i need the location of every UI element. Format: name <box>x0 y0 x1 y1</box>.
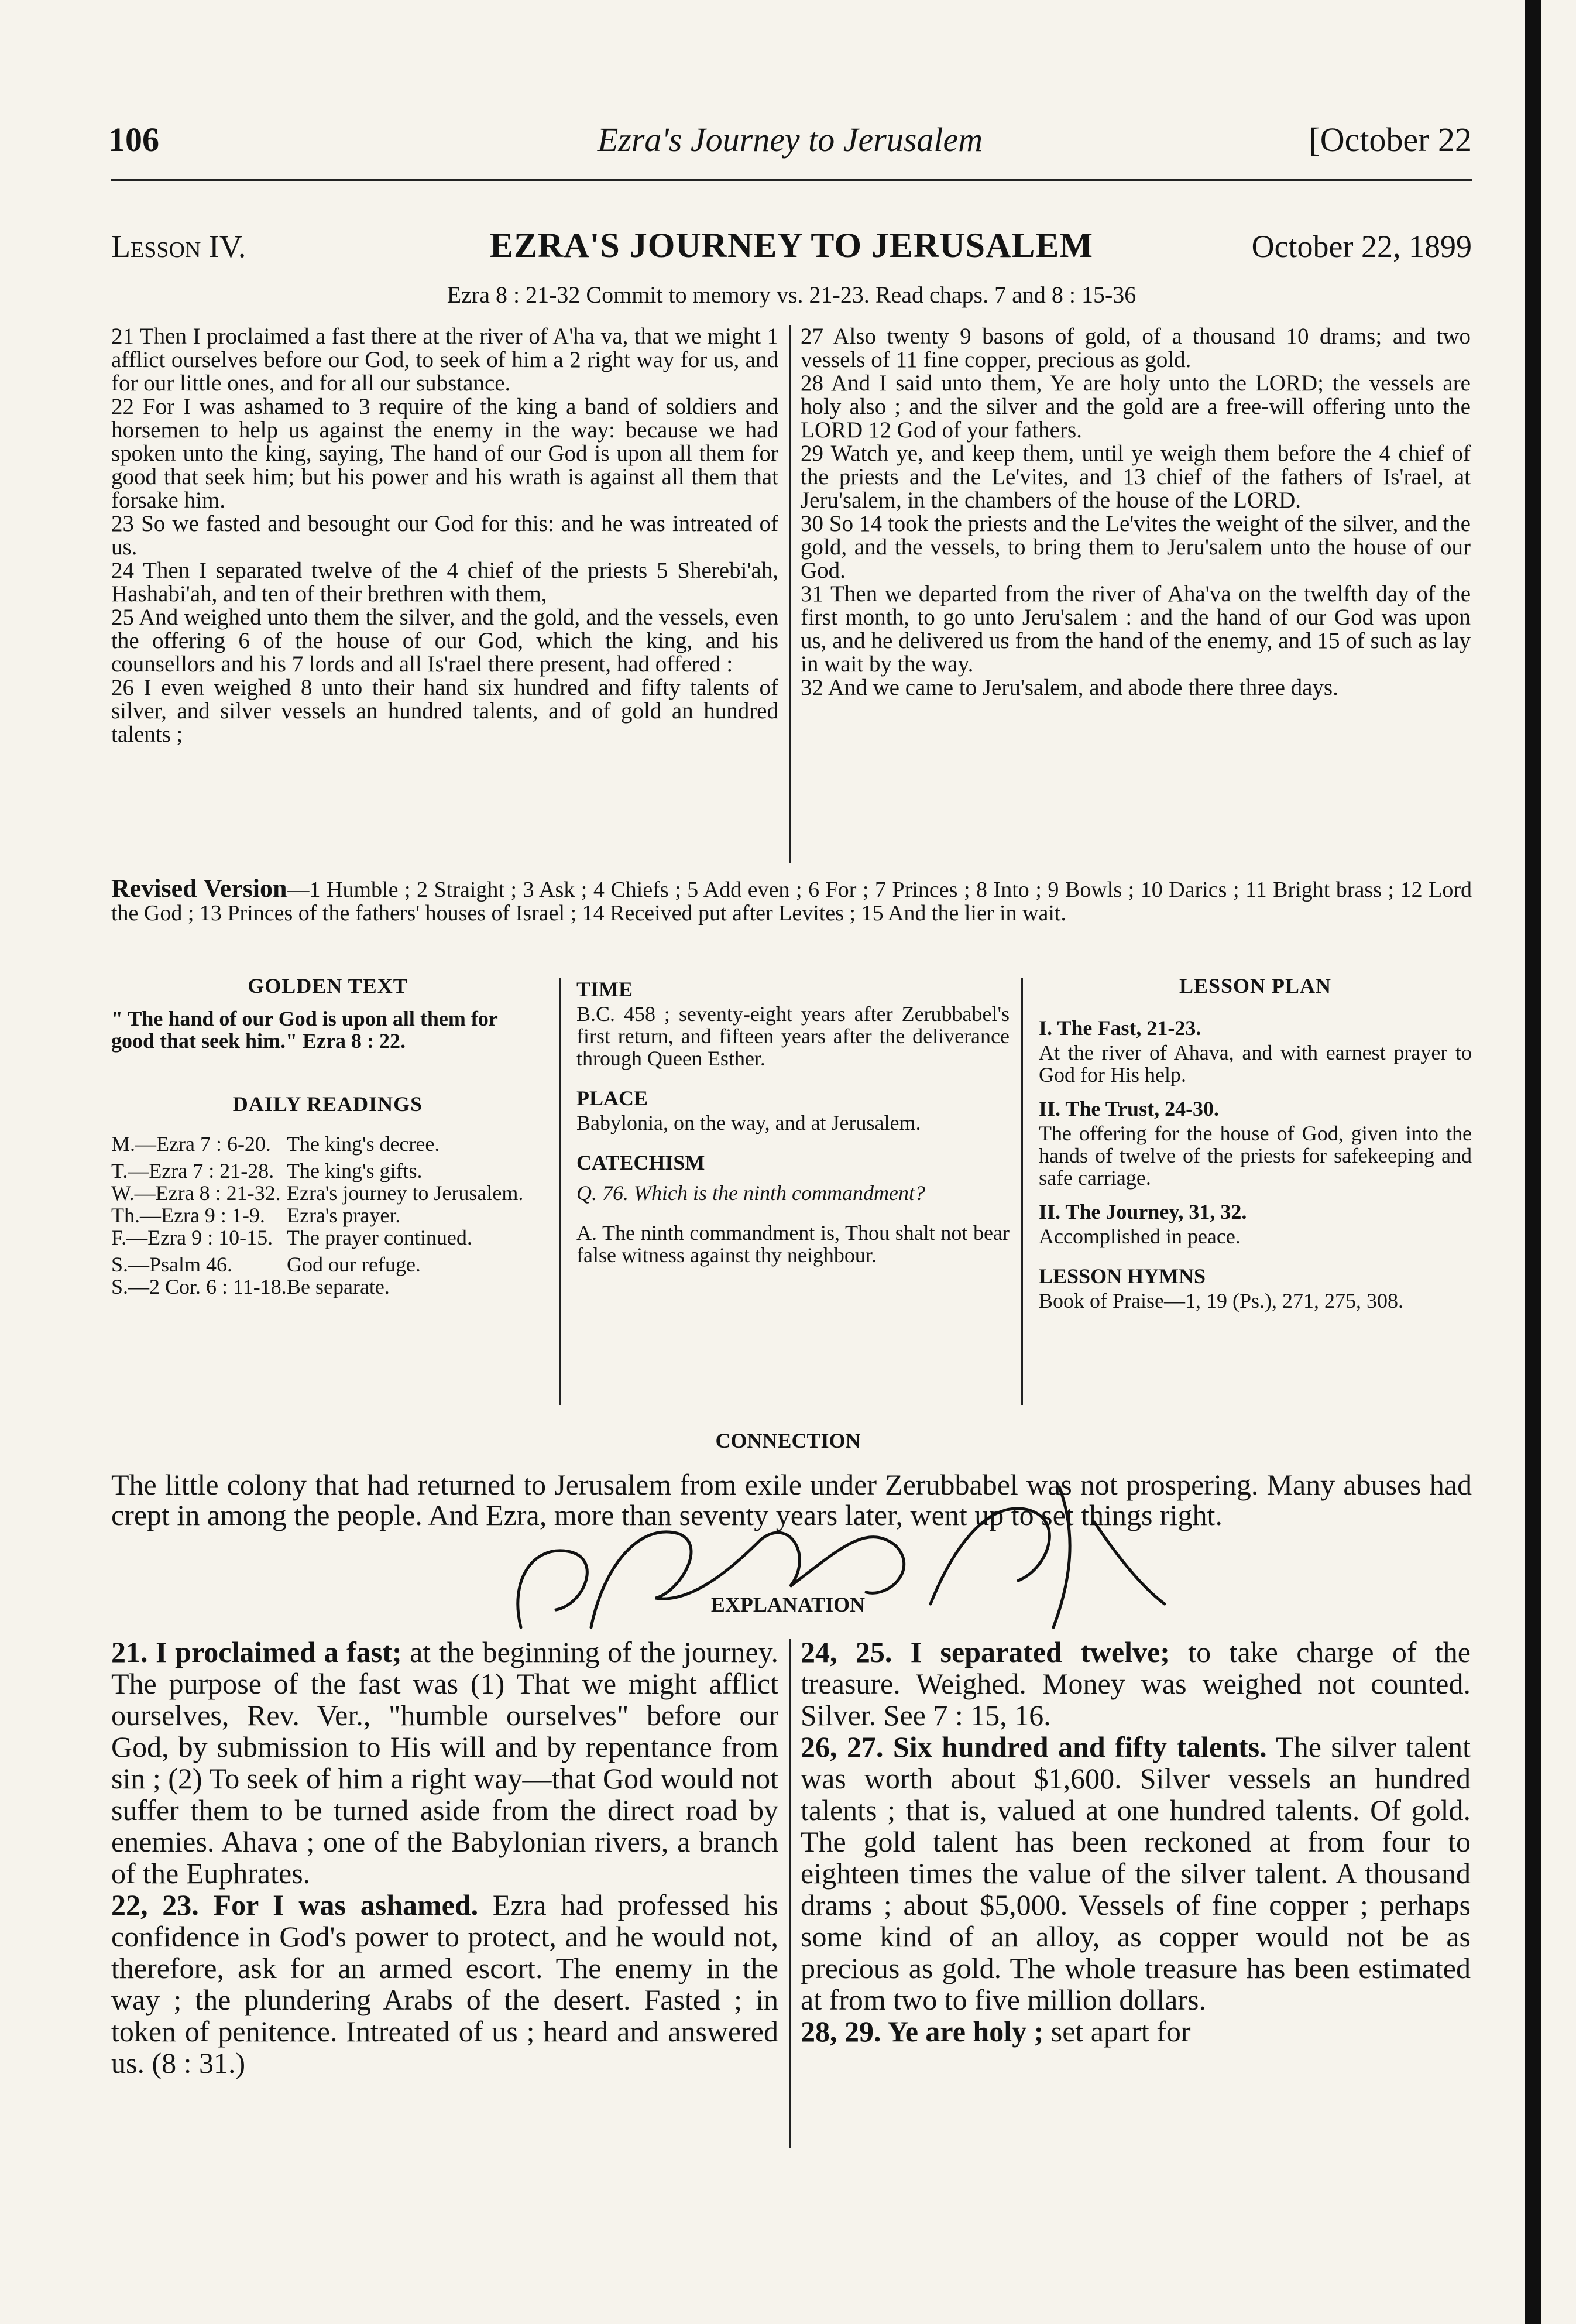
explanation-heading: EXPLANATION <box>710 1593 866 1616</box>
page-number: 106 <box>108 121 159 159</box>
lesson-hymns-heading: LESSON HYMNS <box>1039 1264 1206 1288</box>
reading-title: Be separate. <box>287 1275 390 1298</box>
revised-version-notes <box>111 874 1472 926</box>
time-text: B.C. 458 ; seventy-eight years after Zerubbabel's first return, and fifteen years after the deliverance through Queen Esther. <box>576 1002 1010 1070</box>
plan-item-title: II. The Trust, 24-30. <box>1039 1097 1220 1120</box>
reading-ref: F.—Ezra 9 : 10-15. <box>111 1226 273 1249</box>
reading-ref: S.—Psalm 46. <box>111 1253 233 1276</box>
lesson-title-row <box>111 225 1472 272</box>
lesson-hymns-text: Book of Praise—1, 19 (Ps.), 271, 275, 308. <box>1039 1289 1403 1312</box>
catechism-heading: CATECHISM <box>576 1151 705 1174</box>
reading-title: The prayer continued. <box>287 1226 472 1249</box>
header-rule <box>111 179 1472 181</box>
column-divider <box>789 1639 791 2148</box>
connection-heading: CONNECTION <box>715 1429 861 1452</box>
explanation-body: at the beginning of the journey. The purpose of the fast was (1) That we might afflict ourselves, Rev. Ver., "humble ourselves" before our God, by submission to His will and by repentance from sin ; (2) To seek of him a right way—that God would not suffer them to be turned aside from the direct road by enemies. Ahava ; one of the Babylonian rivers, a branch of the Euphrates. <box>111 1636 778 1890</box>
explanation-body: The silver talent was worth about $1,600. Silver vessels an hundred talents ; that is, valued at one hundred talents. Of gold. The gold talent has been reckoned at from four to eighteen times the value of the silver talent. A thousand drams ; about $5,000. Vessels of fine copper ; perhaps some kind of an alloy, as copper would not be as precious as gold. The whole treasure has been estimated at from two to five million dollars. <box>801 1730 1471 2016</box>
reading-ref: W.—Ezra 8 : 21-32. <box>111 1181 281 1205</box>
revised-version-label: Revised Version <box>111 874 287 903</box>
time-place-catechism <box>576 975 1010 1266</box>
verse: 25 And weighed unto them the silver, and the gold, and the vessels, even the offering 6 of the house of our God, which the king, and his counsellors and his 7 lords and all Is'rael there present, had offered : <box>111 605 778 677</box>
golden-text-and-readings <box>111 975 544 1298</box>
explanation-paragraph <box>801 2015 1471 2047</box>
plan-item-title: II. The Journey, 31, 32. <box>1039 1200 1247 1223</box>
reading-ref: M.—Ezra 7 : 6-20. <box>111 1132 271 1156</box>
column-divider <box>1021 978 1023 1405</box>
list-item <box>111 1253 544 1276</box>
reading-ref: T.—Ezra 7 : 21-28. <box>111 1159 274 1182</box>
daily-readings-heading: DAILY READINGS <box>232 1092 423 1116</box>
handwritten-signature <box>486 1452 1188 1651</box>
verse: 29 Watch ye, and keep them, until ye weigh them before the 4 chief of the priests and the Le'vites, and 13 chief of the fathers of Is'rael, at Jeru'salem, in the chambers of the house of the LORD. <box>801 441 1471 513</box>
explanation-right-column <box>801 1636 1471 2047</box>
verse: 24 Then I separated twelve of the 4 chief of the priests 5 Sherebi'ah, Hashabi'ah, and ten of their brethren with them, <box>111 558 778 606</box>
reading-title: Ezra's journey to Jerusalem. <box>287 1181 524 1205</box>
header-date: [October 22 <box>1309 121 1472 159</box>
verse: 22 For I was ashamed to 3 require of the king a band of soldiers and horsemen to help us against the enemy in the way: because we had spoken unto the king, saying, The hand of our God is upon all them for good that seek him; but his power and his wrath is against all them that forsake him. <box>111 394 778 513</box>
explanation-lead: 24, 25. I separated twelve; <box>801 1636 1170 1668</box>
revised-version-text: —1 Humble ; 2 Straight ; 3 Ask ; 4 Chiefs ; 5 Add even ; 6 For ; 7 Princes ; 8 Into ; 9 Bowls ; 10 Darics ; 11 Bright brass ; 12 Lord the God ; 13 Princes of the fathers' houses of Israel ; 14 Received put after Levites ; 15 And the lier in wait. <box>111 878 1472 926</box>
explanation-lead: 21. I proclaimed a fast; <box>111 1636 402 1668</box>
daily-readings-list <box>111 1133 544 1298</box>
list-item <box>111 1133 544 1155</box>
binding-edge <box>1525 0 1541 2324</box>
explanation-left-column <box>111 1636 778 2079</box>
place-heading: PLACE <box>576 1086 648 1110</box>
plan-item-text: At the river of Ahava, and with earnest prayer to God for His help. <box>1039 1041 1472 1086</box>
explanation-paragraph <box>111 1889 778 2079</box>
lesson-label: Lesson IV. <box>111 229 246 264</box>
catechism-answer: A. The ninth commandment is, Thou shalt not bear false witness against thy neighbour. <box>576 1221 1010 1267</box>
explanation-paragraph <box>111 1636 778 1889</box>
list-item <box>111 1204 544 1226</box>
column-divider <box>559 978 561 1405</box>
explanation-body: set apart for <box>1043 2015 1191 2048</box>
column-divider <box>789 325 791 863</box>
reading-ref: Th.—Ezra 9 : 1-9. <box>111 1204 265 1227</box>
plan-item-text: Accomplished in peace. <box>1039 1225 1241 1248</box>
list-item <box>111 1276 544 1298</box>
page-header <box>108 120 1472 173</box>
lesson-plan-heading: LESSON PLAN <box>1179 974 1332 998</box>
explanation-lead: 26, 27. Six hundred and fifty talents. <box>801 1730 1267 1763</box>
golden-text: " The hand of our God is upon all them for good that seek him." Ezra 8 : 22. <box>111 1007 498 1053</box>
verse: 32 And we came to Jeru'salem, and abode there three days. <box>801 675 1338 700</box>
connection-text: The little colony that had returned to Jerusalem from exile under Zerubbabel was not prospering. Many abuses had crept in among the people. And Ezra, more than seventy years later, went up to set things right. <box>111 1468 1472 1531</box>
verse: 30 So 14 took the priests and the Le'vites the weight of the silver, and the gold, and the vessels, to bring them to Jeru'salem unto the house of our God. <box>801 511 1471 583</box>
plan-item-title: I. The Fast, 21-23. <box>1039 1016 1201 1040</box>
lesson-title: EZRA'S JOURNEY TO JERUSALEM <box>489 226 1094 265</box>
catechism-question: Q. 76. Which is the ninth commandment? <box>576 1181 925 1205</box>
golden-text-heading: GOLDEN TEXT <box>248 974 408 998</box>
verse: 21 Then I proclaimed a fast there at the river of A'ha va, that we might 1 afflict ourselves before our God, to seek of him a 2 right way for us, and for our little ones, and for all our substance. <box>111 324 778 396</box>
verse: 27 Also twenty 9 basons of gold, of a thousand 10 drams; and two vessels of 11 fine copper, precious as gold. <box>801 324 1471 372</box>
explanation-body: Ezra had professed his confidence in God's power to protect, and he would not, therefore, ask for an armed escort. The enemy in the way ; the plundering Arabs of the desert. Fasted ; in token of penitence. Intreated of us ; heard and answered us. (8 : 31.) <box>111 1888 778 2079</box>
time-heading: TIME <box>576 978 633 1001</box>
reading-title: The king's gifts. <box>287 1159 423 1182</box>
plan-item-text: The offering for the house of God, given into the hands of twelve of the priests for safekeeping and safe carriage. <box>1039 1122 1472 1190</box>
reading-title: God our refuge. <box>287 1253 421 1276</box>
explanation-lead: 28, 29. Ye are holy ; <box>801 2015 1044 2048</box>
reading-ref: S.—2 Cor. 6 : 11-18. <box>111 1275 287 1298</box>
place-text: Babylonia, on the way, and at Jerusalem. <box>576 1111 921 1134</box>
list-item <box>111 1182 544 1204</box>
reading-title: The king's decree. <box>287 1132 440 1156</box>
running-title: Ezra's Journey to Jerusalem <box>597 121 983 159</box>
verse: 23 So we fasted and besought our God for this: and he was intreated of us. <box>111 511 778 560</box>
list-item <box>111 1226 544 1249</box>
explanation-paragraph <box>801 1731 1471 2015</box>
reading-title: Ezra's prayer. <box>287 1204 401 1227</box>
lesson-plan <box>1039 975 1472 1312</box>
verse: 26 I even weighed 8 unto their hand six hundred and fifty talents of silver, and silver vessels an hundred talents, and of gold an hundred talents ; <box>111 675 778 747</box>
verse: 28 And I said unto them, Ye are holy unto the LORD; the vessels are holy also ; and the silver and the gold are a free-will offering unto the LORD 12 God of your fathers. <box>801 371 1471 443</box>
list-item <box>111 1160 544 1182</box>
passage-left-column <box>111 325 778 746</box>
explanation-body: to take charge of the treasure. Weighed. Money was weighed not counted. Silver. See 7 : 15, 16. <box>801 1636 1471 1732</box>
passage-right-column <box>801 325 1471 700</box>
verse: 31 Then we departed from the river of Aha'va on the twelfth day of the first month, to go unto Jeru'salem : and the hand of our God was upon us, and he delivered us from the hand of the enemy, and 15 of such as lay in wait by the way. <box>801 581 1471 677</box>
explanation-lead: 22, 23. For I was ashamed. <box>111 1888 479 1921</box>
lesson-date: October 22, 1899 <box>1251 229 1472 264</box>
scripture-reference: Ezra 8 : 21-32 Commit to memory vs. 21-23. Read chaps. 7 and 8 : 15-36 <box>447 282 1136 308</box>
